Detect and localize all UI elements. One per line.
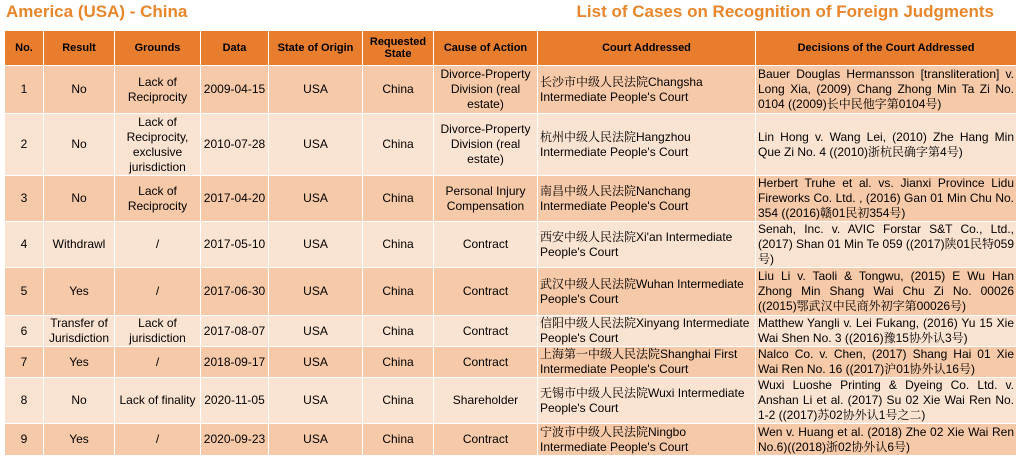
col-header-decisions: Decisions of the Court Addressed — [756, 31, 1017, 66]
cell-decision: Nalco Co. v. Chen, (2017) Shang Hai 01 Xie Wai Ren No. 16 ((2017)沪01协外认16号) — [756, 347, 1017, 378]
cell-cause: Divorce-Property Division (real estate) — [434, 66, 538, 114]
cell-no: 2 — [5, 114, 44, 176]
cell-date: 2017-04-20 — [201, 176, 269, 222]
table-row — [5, 222, 1017, 268]
cell-origin: USA — [269, 222, 363, 268]
page-title-left: America (USA) - China — [6, 2, 188, 21]
cell-decision: Senah, Inc. v. AVIC Forstar S&T Co., Ltd., (2017) Shan 01 Min Te 059 ((2017)陕01民特059号) — [756, 222, 1017, 268]
cell-requested: China — [363, 222, 434, 268]
cell-court: 武汉中级人民法院Wuhan Intermediate People's Court — [538, 268, 756, 316]
cell-grounds: / — [115, 268, 201, 316]
cell-grounds: / — [115, 347, 201, 378]
cell-cause: Shareholder — [434, 378, 538, 424]
cell-cause: Personal Injury Compensation — [434, 176, 538, 222]
cell-court: 南昌中级人民法院Nanchang Intermediate People's Court — [538, 176, 756, 222]
cell-requested: China — [363, 424, 434, 456]
cell-requested: China — [363, 268, 434, 316]
cell-court: 西安中级人民法院Xi'an Intermediate People's Court — [538, 222, 756, 268]
table-row — [5, 378, 1017, 424]
table-row — [5, 424, 1017, 456]
cell-no: 8 — [5, 378, 44, 424]
cell-decision: Matthew Yangli v. Lei Fukang, (2016) Yu 15 Xie Wai Shen No. 3 ((2016)豫15协外认3号) — [756, 316, 1017, 347]
cell-requested: China — [363, 176, 434, 222]
table-header-row — [5, 31, 1017, 66]
cell-no: 4 — [5, 222, 44, 268]
cell-grounds: Lack of finality — [115, 378, 201, 424]
cell-no: 5 — [5, 268, 44, 316]
cell-result: Withdrawl — [44, 222, 115, 268]
cell-cause: Contract — [434, 222, 538, 268]
cell-grounds: Lack of Reciprocity — [115, 176, 201, 222]
cell-decision: Wen v. Huang et al. (2018) Zhe 02 Xie Wai Ren No.6)((2018)浙02协外认6号) — [756, 424, 1017, 456]
table-row — [5, 347, 1017, 378]
cell-result: Yes — [44, 424, 115, 456]
cell-requested: China — [363, 347, 434, 378]
cell-date: 2009-04-15 — [201, 66, 269, 114]
cell-grounds: / — [115, 222, 201, 268]
cell-grounds: Lack of Reciprocity, exclusive jurisdiction — [115, 114, 201, 176]
table-row — [5, 114, 1017, 176]
cell-origin: USA — [269, 268, 363, 316]
cell-decision: Liu Li v. Taoli & Tongwu, (2015) E Wu Han Zhong Min Shang Wai Chu Zi No. 00026 ((2015)鄂武汉中民商外初字第00026号) — [756, 268, 1017, 316]
cell-no: 6 — [5, 316, 44, 347]
cell-result: Transfer of Jurisdiction — [44, 316, 115, 347]
cell-no: 3 — [5, 176, 44, 222]
cell-date: 2010-07-28 — [201, 114, 269, 176]
col-header-court-addressed: Court Addressed — [538, 31, 756, 66]
col-header-cause-of-action: Cause of Action — [434, 31, 538, 66]
cell-result: No — [44, 114, 115, 176]
cell-no: 7 — [5, 347, 44, 378]
cell-grounds: Lack of jurisdiction — [115, 316, 201, 347]
cell-origin: USA — [269, 424, 363, 456]
cell-court: 长沙市中级人民法院Changsha Intermediate People's Court — [538, 66, 756, 114]
page-title-right: List of Cases on Recognition of Foreign Judgments — [576, 2, 994, 21]
cell-cause: Contract — [434, 268, 538, 316]
cell-date: 2017-08-07 — [201, 316, 269, 347]
cell-origin: USA — [269, 347, 363, 378]
cell-decision: Bauer Douglas Hermansson [transliteration] v. Long Xia, (2009) Chang Zhong Min Ta Zi No. 0104 ((2009)长中民他字第0104号) — [756, 66, 1017, 114]
cell-no: 1 — [5, 66, 44, 114]
cell-date: 2020-09-23 — [201, 424, 269, 456]
cell-result: No — [44, 66, 115, 114]
cell-court: 上海第一中级人民法院Shanghai First Intermediate People's Court — [538, 347, 756, 378]
cell-cause: Contract — [434, 347, 538, 378]
cell-result: No — [44, 176, 115, 222]
cell-grounds: / — [115, 424, 201, 456]
cell-court: 信阳中级人民法院Xinyang Intermediate People's Court — [538, 316, 756, 347]
cell-no: 9 — [5, 424, 44, 456]
table-row — [5, 176, 1017, 222]
cell-cause: Contract — [434, 424, 538, 456]
col-header-data: Data — [201, 31, 269, 66]
cell-decision: Lin Hong v. Wang Lei, (2010) Zhe Hang Min Que Zi No. 4 ((2010)浙杭民确字第4号) — [756, 114, 1017, 176]
cell-date: 2017-06-30 — [201, 268, 269, 316]
cell-grounds: Lack of Reciprocity — [115, 66, 201, 114]
cell-origin: USA — [269, 378, 363, 424]
cell-court: 杭州中级人民法院Hangzhou Intermediate People's Court — [538, 114, 756, 176]
cell-origin: USA — [269, 176, 363, 222]
col-header-state-of-origin: State of Origin — [269, 31, 363, 66]
cell-court: 宁波市中级人民法院Ningbo Intermediate People's Court — [538, 424, 756, 456]
col-header-requested-state: Requested State — [363, 31, 434, 66]
cell-cause: Contract — [434, 316, 538, 347]
cell-origin: USA — [269, 66, 363, 114]
cell-court: 无锡市中级人民法院Wuxi Intermediate People's Court — [538, 378, 756, 424]
cell-result: No — [44, 378, 115, 424]
cell-decision: Wuxi Luoshe Printing & Dyeing Co. Ltd. v. Anshan Li et al. (2017) Su 02 Xie Wai Ren No. 1-2 ((2017)苏02协外认1号之二) — [756, 378, 1017, 424]
cell-origin: USA — [269, 114, 363, 176]
cell-origin: USA — [269, 316, 363, 347]
cell-result: Yes — [44, 347, 115, 378]
cell-requested: China — [363, 66, 434, 114]
col-header-no: No. — [5, 31, 44, 66]
cell-decision: Herbert Truhe et al. vs. Jianxi Province Lidu Fireworks Co. Ltd. , (2016) Gan 01 Min Chu No. 354 ((2016)赣01民初354号) — [756, 176, 1017, 222]
cell-requested: China — [363, 378, 434, 424]
cell-requested: China — [363, 316, 434, 347]
cell-requested: China — [363, 114, 434, 176]
cases-table — [4, 30, 1017, 456]
col-header-grounds: Grounds — [115, 31, 201, 66]
cell-result: Yes — [44, 268, 115, 316]
cell-cause: Divorce-Property Division (real estate) — [434, 114, 538, 176]
table-row — [5, 268, 1017, 316]
table-row — [5, 66, 1017, 114]
cell-date: 2017-05-10 — [201, 222, 269, 268]
cell-date: 2020-11-05 — [201, 378, 269, 424]
table-row — [5, 316, 1017, 347]
cell-date: 2018-09-17 — [201, 347, 269, 378]
col-header-result: Result — [44, 31, 115, 66]
